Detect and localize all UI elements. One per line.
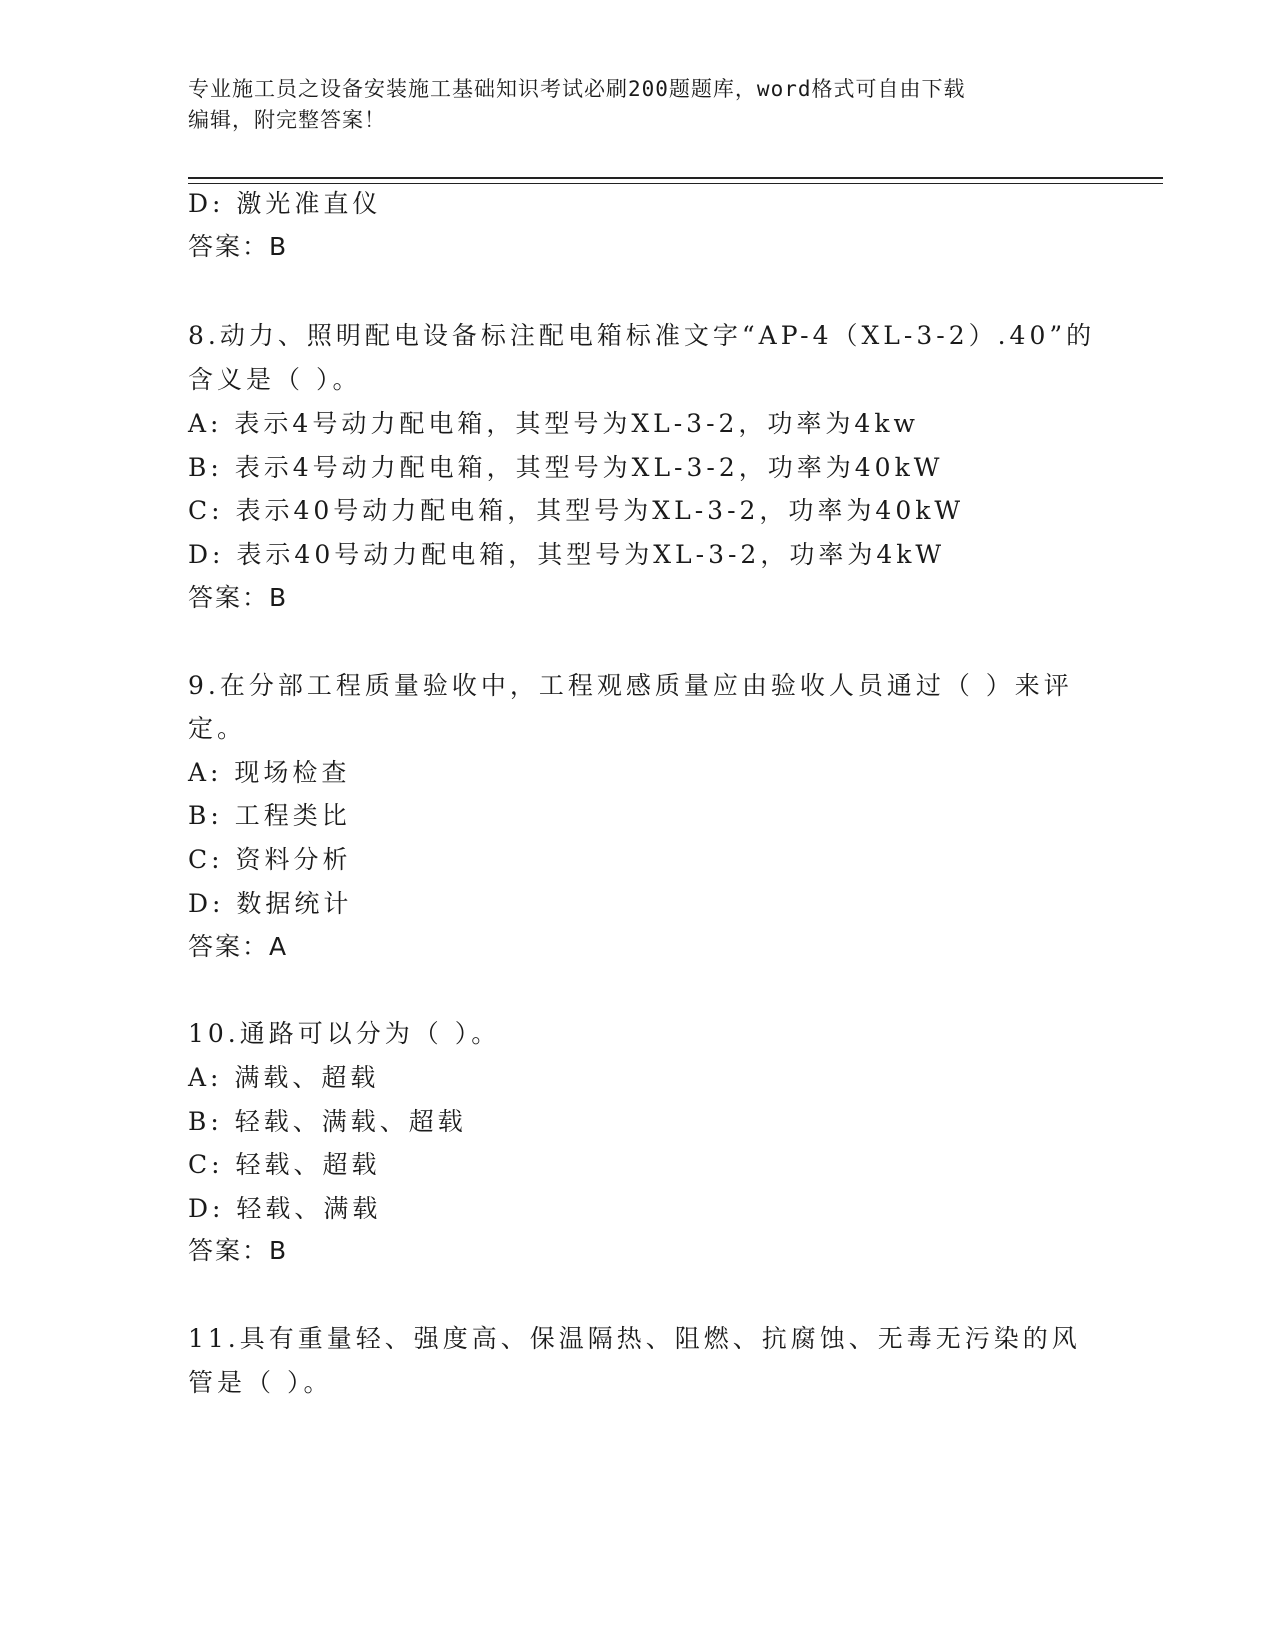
header-title-line-1: 专业施工员之设备安装施工基础知识考试必刷200题题库，word格式可自由下载 — [188, 77, 966, 101]
q8-option-c: C: 表示40号动力配电箱，其型号为XL-3-2，功率为40kW — [188, 496, 965, 525]
q10-option-b: B: 轻载、满载、超载 — [188, 1107, 467, 1136]
q9-option-c: C: 资料分析 — [188, 845, 352, 874]
q8-stem-line-2: 含义是（ ）。 — [188, 365, 362, 394]
q9-answer: 答案：A — [188, 932, 289, 961]
q9-stem-line-1: 9.在分部工程质量验收中，工程观感质量应由验收人员通过（ ）来评 — [188, 671, 1073, 700]
prev-option-d: D: 激光准直仪 — [188, 189, 382, 218]
q10-option-d: D: 轻载、满载 — [188, 1194, 382, 1223]
q10-answer: 答案：B — [188, 1236, 289, 1265]
q11-stem-line-1: 11.具有重量轻、强度高、保温隔热、阻燃、抗腐蚀、无毒无污染的风 — [188, 1324, 1081, 1353]
q10-option-a: A: 满载、超载 — [188, 1063, 380, 1092]
prev-answer: 答案：B — [188, 232, 289, 261]
header-rule-thin — [188, 183, 1163, 184]
q9-option-d: D: 数据统计 — [188, 889, 353, 918]
header-title-line-2: 编辑，附完整答案！ — [188, 108, 386, 132]
q8-option-d: D: 表示40号动力配电箱，其型号为XL-3-2，功率为4kW — [188, 540, 946, 569]
q10-option-c: C: 轻载、超载 — [188, 1150, 381, 1179]
header-rule-thick — [188, 177, 1163, 179]
q9-stem-line-2: 定。 — [188, 714, 247, 743]
q10-stem-line-1: 10.通路可以分为（ ）。 — [188, 1019, 501, 1048]
q8-option-b: B: 表示4号动力配电箱，其型号为XL-3-2，功率为40kW — [188, 453, 944, 482]
q8-stem-line-1: 8.动力、照明配电设备标注配电箱标准文字“AP-4（XL-3-2）.40”的 — [188, 321, 1096, 350]
q11-stem-line-2: 管是（ ）。 — [188, 1368, 333, 1397]
q9-option-a: A: 现场检查 — [188, 758, 351, 787]
q8-option-a: A: 表示4号动力配电箱，其型号为XL-3-2，功率为4kw — [188, 409, 919, 438]
q9-option-b: B: 工程类比 — [188, 801, 351, 830]
q8-answer: 答案：B — [188, 583, 289, 612]
document-header — [188, 74, 1068, 136]
